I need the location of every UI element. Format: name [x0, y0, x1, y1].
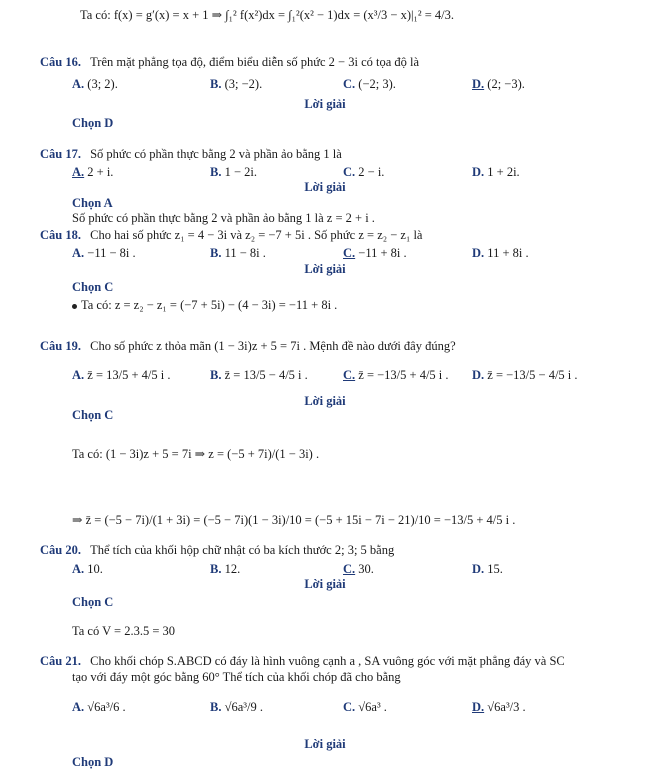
- q21-answer: Chọn D: [72, 755, 114, 769]
- q21-text1: Cho khối chóp S.ABCD có đáy là hình vuông cạnh a , SA vuông góc với mặt phẳng đáy và SC: [90, 654, 565, 668]
- q21-option-a-value: √6a³/6 .: [87, 700, 126, 714]
- q18-text: Cho hai số phức z₁ = 4 − 3i và z₂ = −7 + 5i . Số phức z = z₂ − z₁ là: [90, 228, 423, 242]
- q17-answer: Chọn A: [72, 196, 113, 210]
- top-formula: [80, 8, 454, 23]
- q19-option-d-value: z̄ = −13/5 − 4/5 i .: [487, 368, 578, 382]
- q20-text: Thể tích của khối hộp chữ nhật có ba kích thước 2; 3; 5 bằng: [90, 543, 395, 557]
- q17-option-d: [472, 165, 520, 180]
- q19-solution-heading: Lời giải: [304, 394, 346, 408]
- q17-option-c-letter: C.: [343, 165, 356, 179]
- q16-option-d-value: (2; −3).: [487, 77, 525, 91]
- q19-answer: Chọn C: [72, 408, 114, 422]
- q17-option-d-value: 1 + 2i.: [487, 165, 520, 179]
- q17-option-a-value: 2 + i.: [87, 165, 114, 179]
- q21-stem: [40, 654, 565, 669]
- q18-solution-heading: Lời giải: [304, 262, 346, 276]
- q16-option-d: [472, 77, 525, 92]
- q20-explain: Ta có V = 2.3.5 = 30: [72, 624, 176, 638]
- q16-stem: [40, 55, 419, 70]
- q21-option-c-value: √6a³ .: [358, 700, 387, 714]
- q17-option-b-value: 1 − 2i.: [224, 165, 257, 179]
- q21-solution-heading: Lời giải: [304, 737, 346, 751]
- q16-option-a-letter: A.: [72, 77, 85, 91]
- q17-option-c-value: 2 − i.: [358, 165, 385, 179]
- q19-option-c-letter: C.: [343, 368, 356, 382]
- q16-option-b: [210, 77, 262, 92]
- q19-option-c: [343, 368, 449, 383]
- q19-text: Cho số phức z thỏa mãn (1 − 3i)z + 5 = 7i . Mệnh đề nào dưới đây đúng?: [90, 339, 456, 353]
- q16-option-b-letter: B.: [210, 77, 222, 91]
- q17-explain: Số phức có phần thực bằng 2 và phần ảo bằng 1 là z = 2 + i .: [72, 211, 375, 225]
- bullet-icon: [72, 304, 77, 309]
- q20-option-a: [72, 562, 103, 577]
- q20-option-d-value: 15.: [487, 562, 503, 576]
- q20-option-b: [210, 562, 240, 577]
- q20-number: Câu 20.: [40, 543, 81, 557]
- q18-option-a-value: −11 − 8i .: [87, 246, 136, 260]
- top-formula-text: Ta có: f(x) = g′(x) = x + 1 ⇒ ∫₁² f(x²)dx = ∫₁²(x² − 1)dx = (x³/3 − x)|₁² = 4/3.: [80, 8, 454, 22]
- q18-explain-text: Ta có: z = z₂ − z₁ = (−7 + 5i) − (4 − 3i) = −11 + 8i .: [81, 298, 338, 312]
- q20-option-d-letter: D.: [472, 562, 485, 576]
- q19-option-d: [472, 368, 578, 383]
- q18-answer: Chọn C: [72, 280, 114, 294]
- q16-option-c-value: (−2; 3).: [358, 77, 396, 91]
- q17-solution-heading: Lời giải: [304, 180, 346, 194]
- q19-option-a-letter: A.: [72, 368, 85, 382]
- q17-option-b-letter: B.: [210, 165, 222, 179]
- q16-text: Trên mặt phẳng tọa độ, điểm biểu diễn số phức 2 − 3i có tọa độ là: [90, 55, 420, 69]
- q17-option-d-letter: D.: [472, 165, 485, 179]
- q19-option-a-value: z̄ = 13/5 + 4/5 i .: [87, 368, 171, 382]
- q18-option-a-letter: A.: [72, 246, 85, 260]
- q21-option-b: [210, 700, 263, 715]
- q18-stem: [40, 228, 422, 243]
- q16-option-b-value: (3; −2).: [224, 77, 263, 91]
- q20-option-c-letter: C.: [343, 562, 356, 576]
- q21-option-a: [72, 700, 126, 715]
- q19-number: Câu 19.: [40, 339, 81, 353]
- q21-option-d-letter: D.: [472, 700, 485, 714]
- q18-option-b-value: 11 − 8i .: [224, 246, 266, 260]
- q19-option-a: [72, 368, 170, 383]
- q18-option-c: [343, 246, 407, 261]
- q17-option-c: [343, 165, 384, 180]
- q19-explain2: ⇒ z̄ = (−5 − 7i)/(1 + 3i) = (−5 − 7i)(1 − 3i)/10 = (−5 + 15i − 7i − 21)/10 = −13/5 + 4/5 i .: [72, 513, 516, 527]
- q21-text2: tạo với đáy một góc bằng 60° Thể tích của khối chóp đã cho bằng: [72, 670, 401, 684]
- q20-option-b-value: 12.: [224, 562, 241, 576]
- q17-option-a: [72, 165, 113, 180]
- q21-option-c: [343, 700, 387, 715]
- q17-number: Câu 17.: [40, 147, 81, 161]
- q18-option-b-letter: B.: [210, 246, 222, 260]
- q19-option-d-letter: D.: [472, 368, 485, 382]
- q21-option-d: [472, 700, 526, 715]
- q18-option-b: [210, 246, 266, 261]
- q16-option-a-value: (3; 2).: [87, 77, 118, 91]
- q18-number: Câu 18.: [40, 228, 81, 242]
- q20-solution-heading: Lời giải: [304, 577, 346, 591]
- q16-number: Câu 16.: [40, 55, 81, 69]
- q17-option-b: [210, 165, 257, 180]
- q18-option-d: [472, 246, 529, 261]
- q21-option-c-letter: C.: [343, 700, 356, 714]
- q16-option-c: [343, 77, 396, 92]
- q19-stem: [40, 339, 456, 354]
- q20-stem: [40, 543, 394, 558]
- q18-option-a: [72, 246, 136, 261]
- q21-option-b-letter: B.: [210, 700, 222, 714]
- q21-option-b-value: √6a³/9 .: [224, 700, 263, 714]
- q21-option-d-value: √6a³/3 .: [487, 700, 526, 714]
- q18-option-c-value: −11 + 8i .: [358, 246, 407, 260]
- q20-option-b-letter: B.: [210, 562, 222, 576]
- q19-option-c-value: z̄ = −13/5 + 4/5 i .: [358, 368, 449, 382]
- q17-stem: [40, 147, 342, 162]
- q18-option-c-letter: C.: [343, 246, 356, 260]
- q18-explain: [72, 298, 337, 313]
- q20-option-c: [343, 562, 374, 577]
- q16-answer: Chọn D: [72, 116, 114, 130]
- q19-option-b-letter: B.: [210, 368, 222, 382]
- q16-option-d-letter: D.: [472, 77, 485, 91]
- q18-option-d-value: 11 + 8i .: [487, 246, 529, 260]
- q19-explain1: Ta có: (1 − 3i)z + 5 = 7i ⇒ z = (−5 + 7i)/(1 − 3i) .: [72, 447, 320, 461]
- q21-option-a-letter: A.: [72, 700, 85, 714]
- q18-option-d-letter: D.: [472, 246, 485, 260]
- q16-solution-heading: Lời giải: [304, 97, 346, 111]
- q16-option-a: [72, 77, 118, 92]
- q17-text: Số phức có phần thực bằng 2 và phần ảo bằng 1 là: [90, 147, 342, 161]
- q19-option-b-value: z̄ = 13/5 − 4/5 i .: [224, 368, 308, 382]
- q17-option-a-letter: A.: [72, 165, 85, 179]
- q20-option-c-value: 30.: [358, 562, 374, 576]
- q20-option-a-letter: A.: [72, 562, 85, 576]
- q16-option-c-letter: C.: [343, 77, 356, 91]
- q21-number: Câu 21.: [40, 654, 81, 668]
- q20-option-d: [472, 562, 503, 577]
- q20-option-a-value: 10.: [87, 562, 103, 576]
- q19-option-b: [210, 368, 308, 383]
- q20-answer: Chọn C: [72, 595, 114, 609]
